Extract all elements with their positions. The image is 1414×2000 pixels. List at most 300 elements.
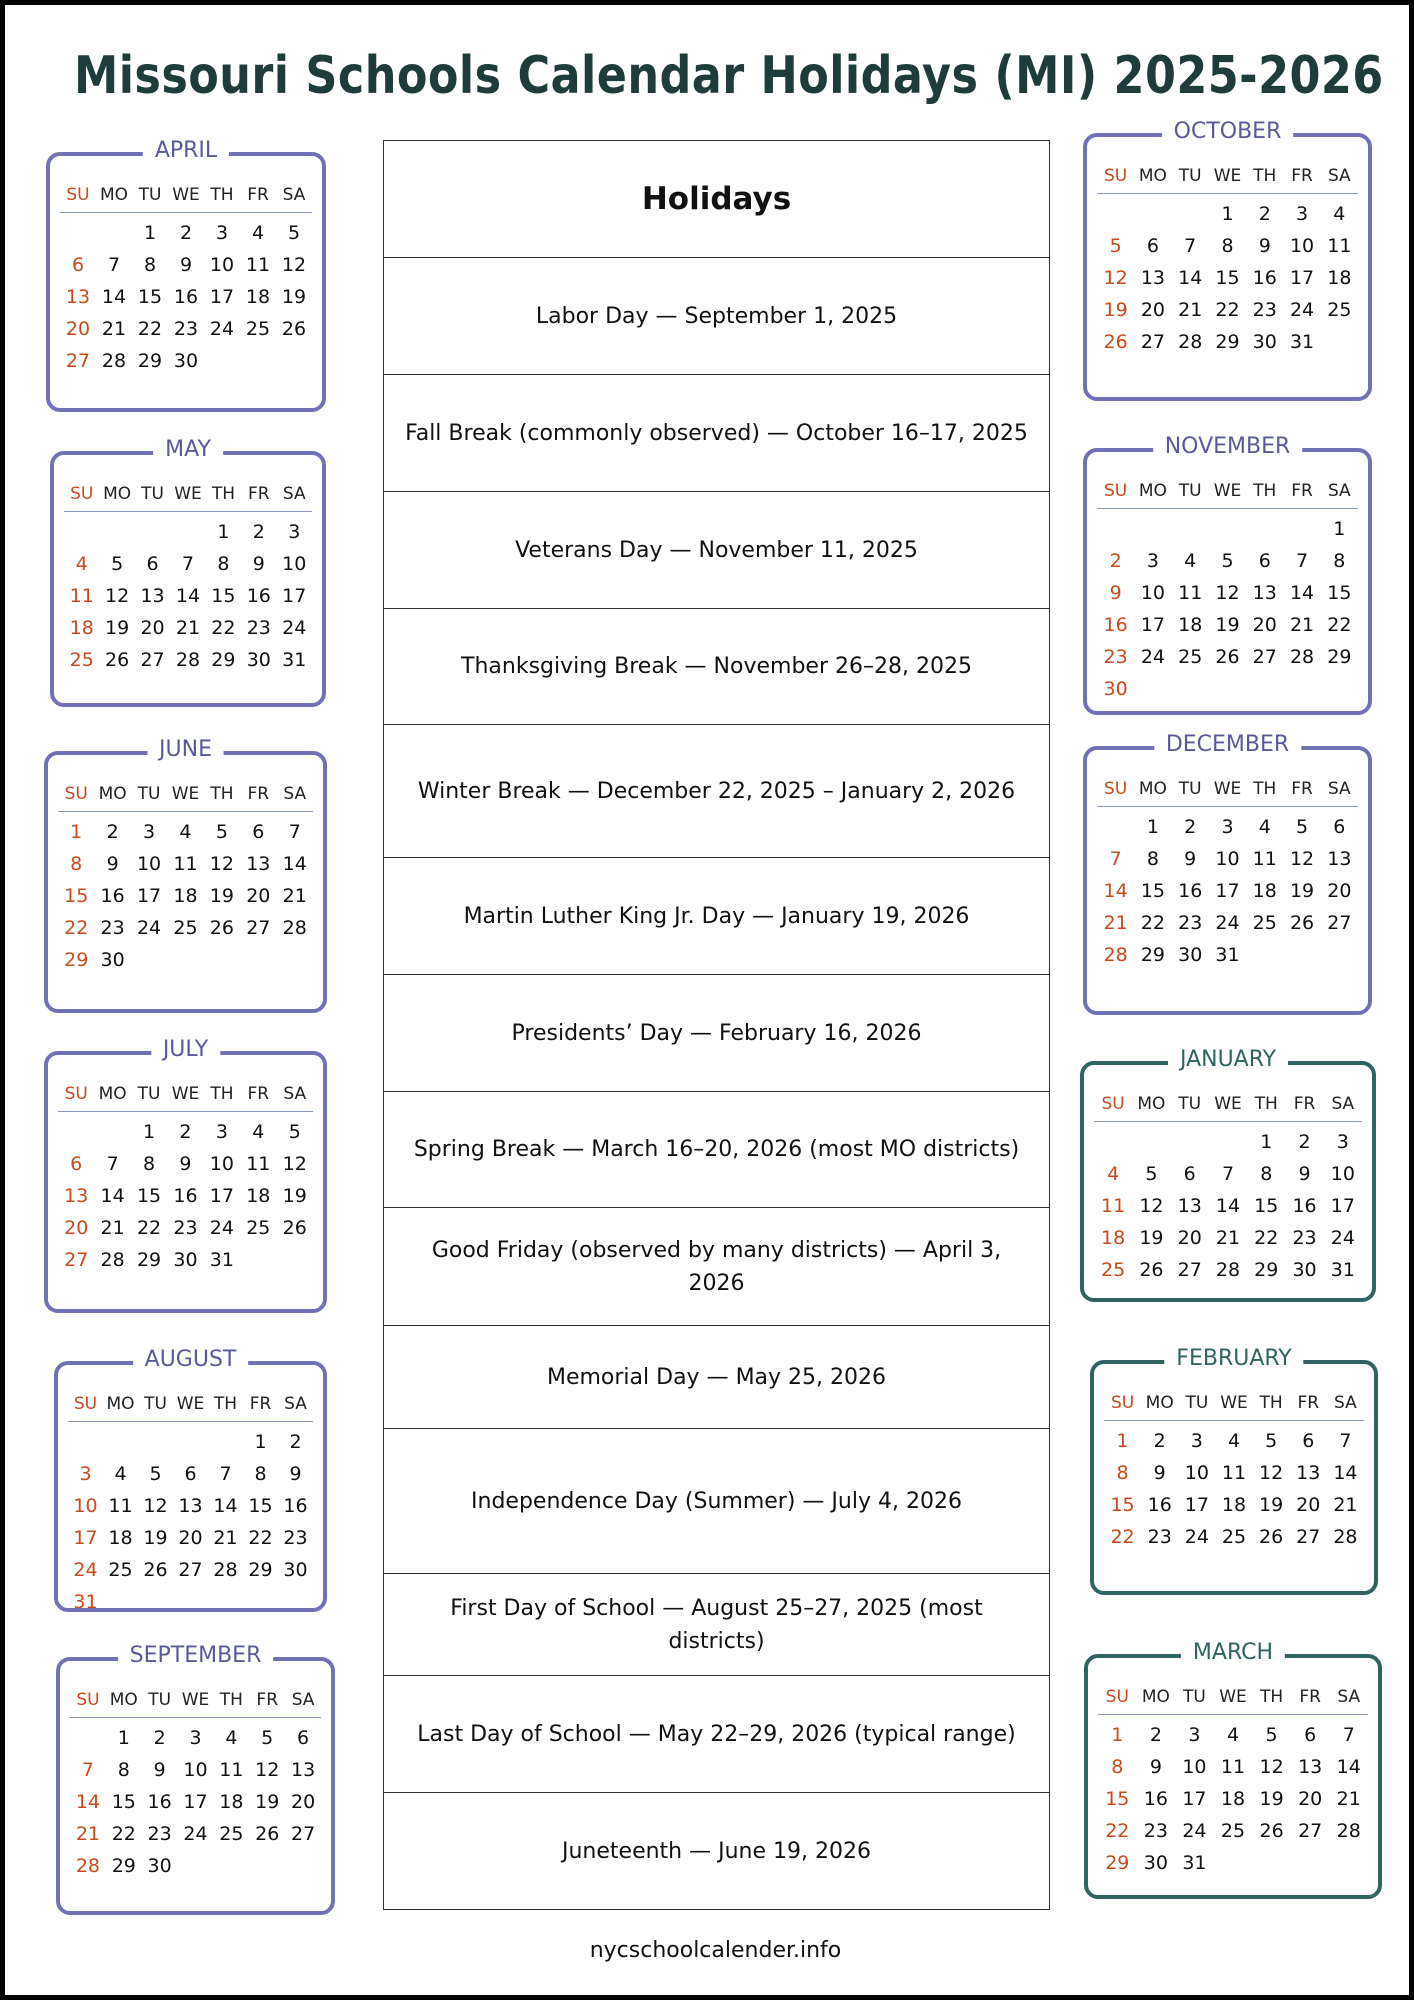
weekday-header bbox=[1104, 1386, 1364, 1421]
day-number: 26 bbox=[1259, 1526, 1284, 1548]
week-row bbox=[1097, 230, 1358, 262]
week-row bbox=[70, 1850, 321, 1882]
day-number: 4 bbox=[1258, 816, 1271, 838]
weekday-label: TU bbox=[1185, 1393, 1209, 1413]
day-number: 11 bbox=[173, 853, 198, 875]
week-row bbox=[60, 217, 312, 249]
weekday-label: SU bbox=[1104, 779, 1128, 799]
day-number: 9 bbox=[1149, 1756, 1162, 1778]
weekday-label: SU bbox=[1104, 166, 1128, 186]
day-number: 22 bbox=[1327, 614, 1352, 636]
week-row bbox=[64, 548, 312, 580]
day-number: 15 bbox=[1215, 267, 1240, 289]
day-number: 14 bbox=[213, 1495, 238, 1517]
day-number: 2 bbox=[1298, 1131, 1311, 1153]
day-number: 15 bbox=[1254, 1195, 1279, 1217]
holiday-row: Last Day of School — May 22–29, 2026 (typical range) bbox=[384, 1676, 1049, 1793]
day-number: 12 bbox=[255, 1759, 280, 1781]
day-number: 20 bbox=[1140, 299, 1166, 321]
day-number: 14 bbox=[1178, 267, 1203, 289]
day-number: 30 bbox=[246, 649, 271, 671]
day-number: 27 bbox=[1296, 1526, 1321, 1548]
day-number: 4 bbox=[1333, 203, 1346, 225]
weekday-label: SA bbox=[1327, 166, 1351, 186]
day-number: 3 bbox=[1221, 816, 1234, 838]
day-number: 3 bbox=[215, 1121, 228, 1143]
day-number: 22 bbox=[1105, 1820, 1130, 1842]
weekday-label: SA bbox=[282, 185, 306, 205]
weekday-label: TH bbox=[211, 484, 235, 504]
day-number: 27 bbox=[178, 1559, 203, 1581]
calendar-june bbox=[44, 737, 327, 1013]
weekday-label: SU bbox=[70, 484, 94, 504]
weekday-label: SU bbox=[64, 1084, 88, 1104]
weekday-label: WE bbox=[1213, 481, 1242, 501]
day-number: 27 bbox=[1327, 912, 1352, 934]
day-number: 22 bbox=[248, 1527, 273, 1549]
day-number: 5 bbox=[288, 1121, 301, 1143]
day-number: 18 bbox=[1327, 267, 1352, 289]
day-number: 25 bbox=[246, 1217, 271, 1239]
day-number: 16 bbox=[246, 585, 271, 607]
weekday-header bbox=[64, 477, 312, 512]
day-number: 28 bbox=[1333, 1526, 1358, 1548]
weekday-label: WE bbox=[171, 1084, 200, 1104]
day-number: 18 bbox=[245, 286, 271, 308]
day-number: 3 bbox=[288, 521, 301, 543]
day-number: 9 bbox=[1258, 235, 1271, 257]
weekday-label: SU bbox=[1110, 1393, 1135, 1413]
week-row bbox=[1097, 673, 1358, 705]
day-number: 16 bbox=[283, 1495, 308, 1517]
day-number: 15 bbox=[1110, 1494, 1135, 1516]
week-row bbox=[1098, 1751, 1368, 1783]
week-row bbox=[60, 313, 312, 345]
day-number: 15 bbox=[137, 286, 163, 308]
month-grid bbox=[58, 777, 313, 976]
day-number: 10 bbox=[1289, 235, 1315, 257]
weekday-label: SU bbox=[1101, 1094, 1125, 1114]
day-number: 11 bbox=[219, 1759, 244, 1781]
day-number: 6 bbox=[1146, 235, 1159, 257]
week-row bbox=[1097, 843, 1358, 875]
day-number: 22 bbox=[1140, 912, 1166, 934]
day-number: 15 bbox=[248, 1495, 273, 1517]
month-grid bbox=[70, 1683, 321, 1882]
week-row bbox=[1097, 939, 1358, 971]
day-number: 21 bbox=[101, 318, 127, 340]
day-number: 9 bbox=[106, 853, 119, 875]
weekday-label: TU bbox=[1178, 779, 1202, 799]
week-row bbox=[1097, 545, 1358, 577]
week-row bbox=[1098, 1783, 1368, 1815]
day-number: 31 bbox=[1289, 331, 1315, 353]
weekday-label: TH bbox=[1253, 481, 1277, 501]
day-number: 10 bbox=[209, 254, 235, 276]
weekday-label: TU bbox=[138, 185, 162, 205]
day-number: 18 bbox=[173, 885, 198, 907]
day-number: 21 bbox=[1336, 1788, 1361, 1810]
day-number: 4 bbox=[1227, 1430, 1241, 1452]
weekday-label: MO bbox=[98, 1084, 127, 1104]
weekday-label: MO bbox=[98, 784, 127, 804]
day-number: 22 bbox=[1110, 1526, 1135, 1548]
day-number: 30 bbox=[100, 949, 125, 971]
weekday-label: TH bbox=[1254, 1094, 1278, 1114]
day-number: 10 bbox=[282, 553, 307, 575]
day-number: 7 bbox=[181, 553, 195, 575]
weekday-label: TH bbox=[210, 185, 234, 205]
month-name: DECEMBER bbox=[1154, 732, 1301, 757]
weekday-label: SU bbox=[1105, 1687, 1129, 1707]
day-number: 7 bbox=[1342, 1724, 1355, 1746]
weekday-header bbox=[58, 777, 313, 812]
day-number: 13 bbox=[1140, 267, 1166, 289]
weekday-label: SU bbox=[76, 1690, 100, 1710]
day-number: 29 bbox=[1254, 1259, 1279, 1281]
weekday-label: SU bbox=[1104, 481, 1128, 501]
day-number: 15 bbox=[211, 585, 236, 607]
calendar-may bbox=[50, 437, 326, 707]
day-number: 10 bbox=[1330, 1163, 1355, 1185]
day-number: 27 bbox=[246, 917, 271, 939]
day-number: 30 bbox=[283, 1559, 308, 1581]
day-number: 17 bbox=[282, 585, 307, 607]
day-number: 9 bbox=[1153, 1462, 1166, 1484]
day-number: 24 bbox=[1215, 912, 1240, 934]
week-row bbox=[1097, 907, 1358, 939]
day-number: 14 bbox=[1336, 1756, 1361, 1778]
day-number: 29 bbox=[1215, 331, 1240, 353]
day-number: 7 bbox=[1339, 1430, 1352, 1452]
day-number: 14 bbox=[100, 1185, 125, 1207]
day-number: 31 bbox=[282, 649, 307, 671]
week-row bbox=[1098, 1719, 1368, 1751]
day-number: 2 bbox=[153, 1727, 166, 1749]
weekday-label: WE bbox=[1220, 1393, 1248, 1413]
holiday-row: Fall Break (commonly observed) — October 16–17, 2025 bbox=[384, 375, 1049, 492]
weekday-label: FR bbox=[1291, 779, 1313, 799]
week-row bbox=[1097, 513, 1358, 545]
day-number: 11 bbox=[1252, 848, 1277, 870]
day-number: 8 bbox=[143, 254, 157, 276]
month-grid bbox=[1094, 1087, 1362, 1286]
day-number: 20 bbox=[140, 617, 165, 639]
day-number: 5 bbox=[261, 1727, 274, 1749]
month-name: MAY bbox=[153, 437, 223, 462]
day-number: 14 bbox=[101, 286, 127, 308]
month-grid bbox=[1097, 159, 1358, 358]
weekday-label: FR bbox=[256, 1690, 279, 1710]
weekday-label: MO bbox=[1138, 166, 1167, 186]
week-row bbox=[1094, 1222, 1362, 1254]
weekday-label: TH bbox=[219, 1690, 243, 1710]
day-number: 23 bbox=[283, 1527, 308, 1549]
day-number: 13 bbox=[1252, 582, 1277, 604]
day-number: 13 bbox=[1296, 1462, 1321, 1484]
day-number: 6 bbox=[70, 1153, 83, 1175]
week-row bbox=[1097, 262, 1358, 294]
day-number: 2 bbox=[179, 222, 193, 244]
footer-site: nycschoolcalender.info bbox=[589, 1938, 842, 1963]
month-grid bbox=[68, 1387, 313, 1618]
day-number: 25 bbox=[69, 649, 94, 671]
day-number: 21 bbox=[1178, 299, 1203, 321]
day-number: 1 bbox=[1221, 203, 1234, 225]
day-number: 25 bbox=[108, 1559, 133, 1581]
holiday-row: Martin Luther King Jr. Day — January 19, 2026 bbox=[384, 858, 1049, 975]
weekday-label: FR bbox=[1299, 1687, 1321, 1707]
day-number: 22 bbox=[1215, 299, 1240, 321]
day-number: 12 bbox=[1259, 1756, 1284, 1778]
day-number: 8 bbox=[254, 1463, 267, 1485]
day-number: 24 bbox=[1140, 646, 1166, 668]
day-number: 19 bbox=[1215, 614, 1240, 636]
day-number: 16 bbox=[173, 286, 199, 308]
holiday-row: Veterans Day — November 11, 2025 bbox=[384, 492, 1049, 609]
day-number: 2 bbox=[1149, 1724, 1162, 1746]
day-number: 4 bbox=[179, 821, 192, 843]
day-number: 21 bbox=[1289, 614, 1315, 636]
day-number: 20 bbox=[246, 885, 271, 907]
day-number: 26 bbox=[143, 1559, 168, 1581]
week-row bbox=[1097, 641, 1358, 673]
day-number: 26 bbox=[209, 917, 234, 939]
holidays-table bbox=[383, 140, 1050, 1910]
day-number: 9 bbox=[1298, 1163, 1311, 1185]
day-number: 18 bbox=[1252, 880, 1277, 902]
day-number: 7 bbox=[107, 254, 121, 276]
day-number: 6 bbox=[252, 821, 265, 843]
day-number: 14 bbox=[1333, 1462, 1358, 1484]
day-number: 16 bbox=[1143, 1788, 1168, 1810]
day-number: 3 bbox=[1336, 1131, 1349, 1153]
day-number: 25 bbox=[219, 1823, 244, 1845]
weekday-label: TH bbox=[210, 1084, 234, 1104]
day-number: 27 bbox=[1140, 331, 1166, 353]
weekday-label: TU bbox=[1178, 1094, 1202, 1114]
day-number: 14 bbox=[1103, 880, 1128, 902]
day-number: 28 bbox=[1289, 646, 1315, 668]
day-number: 1 bbox=[1146, 816, 1159, 838]
weekday-label: SA bbox=[1327, 481, 1351, 501]
day-number: 28 bbox=[213, 1559, 238, 1581]
week-row bbox=[58, 1180, 313, 1212]
day-number: 17 bbox=[73, 1527, 98, 1549]
weekday-label: SA bbox=[283, 1084, 307, 1104]
day-number: 14 bbox=[175, 585, 201, 607]
day-number: 23 bbox=[1103, 646, 1128, 668]
day-number: 12 bbox=[1139, 1195, 1164, 1217]
day-number: 13 bbox=[1177, 1195, 1202, 1217]
day-number: 23 bbox=[246, 617, 271, 639]
month-grid bbox=[60, 178, 312, 377]
day-number: 19 bbox=[143, 1527, 168, 1549]
day-number: 28 bbox=[1336, 1820, 1361, 1842]
day-number: 3 bbox=[1190, 1430, 1203, 1452]
weekday-label: WE bbox=[181, 1690, 210, 1710]
weekday-label: TU bbox=[137, 784, 161, 804]
day-number: 27 bbox=[1252, 646, 1277, 668]
day-number: 24 bbox=[282, 617, 307, 639]
day-number: 8 bbox=[1146, 848, 1159, 870]
day-number: 16 bbox=[173, 1185, 198, 1207]
day-number: 18 bbox=[1221, 1494, 1247, 1516]
day-number: 5 bbox=[1221, 550, 1234, 572]
day-number: 11 bbox=[1178, 582, 1203, 604]
weekday-header bbox=[1094, 1087, 1362, 1122]
day-number: 2 bbox=[252, 521, 265, 543]
day-number: 25 bbox=[1178, 646, 1203, 668]
day-number: 3 bbox=[79, 1463, 92, 1485]
week-row bbox=[64, 516, 312, 548]
week-row bbox=[1097, 294, 1358, 326]
week-row bbox=[1097, 875, 1358, 907]
day-number: 16 bbox=[1147, 1494, 1172, 1516]
week-row bbox=[68, 1554, 313, 1586]
day-number: 8 bbox=[1260, 1163, 1273, 1185]
day-number: 6 bbox=[71, 254, 85, 276]
weekday-label: SU bbox=[64, 784, 88, 804]
day-number: 2 bbox=[106, 821, 119, 843]
day-number: 18 bbox=[1178, 614, 1203, 636]
holiday-row: First Day of School — August 25–27, 2025 (most districts) bbox=[384, 1574, 1049, 1676]
weekday-label: WE bbox=[1214, 1094, 1242, 1114]
holidays-header: Holidays bbox=[384, 141, 1049, 258]
day-number: 5 bbox=[287, 222, 301, 244]
day-number: 23 bbox=[173, 318, 199, 340]
weekday-label: WE bbox=[172, 185, 200, 205]
day-number: 4 bbox=[75, 553, 88, 575]
week-row bbox=[58, 912, 313, 944]
day-number: 9 bbox=[1184, 848, 1197, 870]
week-row bbox=[1094, 1190, 1362, 1222]
weekday-header bbox=[1098, 1680, 1368, 1715]
day-number: 25 bbox=[1221, 1526, 1247, 1548]
day-number: 15 bbox=[1140, 880, 1166, 902]
day-number: 14 bbox=[282, 853, 307, 875]
day-number: 15 bbox=[1327, 582, 1352, 604]
day-number: 29 bbox=[1327, 646, 1352, 668]
day-number: 22 bbox=[1254, 1227, 1279, 1249]
day-number: 17 bbox=[1215, 880, 1240, 902]
weekday-label: TU bbox=[1178, 481, 1202, 501]
day-number: 19 bbox=[1139, 1227, 1164, 1249]
day-number: 12 bbox=[209, 853, 234, 875]
day-number: 16 bbox=[1178, 880, 1203, 902]
day-number: 14 bbox=[75, 1791, 101, 1813]
day-number: 20 bbox=[64, 1217, 89, 1239]
weekday-label: SA bbox=[1334, 1393, 1357, 1413]
weekday-label: SU bbox=[66, 185, 90, 205]
month-grid bbox=[58, 1077, 313, 1276]
day-number: 28 bbox=[282, 917, 307, 939]
weekday-label: SA bbox=[284, 1394, 307, 1414]
holiday-row: Winter Break — December 22, 2025 – January 2, 2026 bbox=[384, 725, 1049, 858]
calendar-august bbox=[54, 1347, 327, 1613]
holiday-row: Spring Break — March 16–20, 2026 (most MO districts) bbox=[384, 1092, 1049, 1208]
weekday-label: WE bbox=[171, 784, 200, 804]
day-number: 18 bbox=[219, 1791, 244, 1813]
day-number: 31 bbox=[1215, 944, 1240, 966]
day-number: 19 bbox=[282, 1185, 307, 1207]
day-number: 27 bbox=[65, 350, 91, 372]
day-number: 11 bbox=[245, 254, 271, 276]
weekday-label: FR bbox=[1293, 1094, 1316, 1114]
day-number: 17 bbox=[1182, 1788, 1207, 1810]
day-number: 17 bbox=[183, 1791, 208, 1813]
weekday-header bbox=[70, 1683, 321, 1718]
day-number: 15 bbox=[64, 885, 89, 907]
weekday-label: MO bbox=[1141, 1687, 1170, 1707]
weekday-label: SA bbox=[1327, 779, 1351, 799]
week-row bbox=[1104, 1425, 1364, 1457]
day-number: 29 bbox=[211, 649, 236, 671]
week-row bbox=[58, 1116, 313, 1148]
day-number: 5 bbox=[1296, 816, 1309, 838]
day-number: 24 bbox=[183, 1823, 208, 1845]
week-row bbox=[70, 1786, 321, 1818]
day-number: 8 bbox=[1111, 1756, 1124, 1778]
day-number: 13 bbox=[64, 1185, 89, 1207]
calendar-december bbox=[1083, 732, 1372, 1015]
month-name: SEPTEMBER bbox=[118, 1643, 274, 1668]
weekday-label: SU bbox=[73, 1394, 98, 1414]
day-number: 11 bbox=[1101, 1195, 1126, 1217]
week-row bbox=[68, 1586, 313, 1618]
day-number: 29 bbox=[111, 1855, 136, 1877]
day-number: 27 bbox=[64, 1249, 89, 1271]
day-number: 24 bbox=[209, 318, 235, 340]
month-grid bbox=[1098, 1680, 1368, 1879]
day-number: 15 bbox=[1105, 1788, 1130, 1810]
day-number: 10 bbox=[73, 1495, 98, 1517]
day-number: 11 bbox=[1327, 235, 1352, 257]
day-number: 10 bbox=[1215, 848, 1240, 870]
week-row bbox=[68, 1522, 313, 1554]
day-number: 20 bbox=[1327, 880, 1352, 902]
day-number: 7 bbox=[288, 821, 301, 843]
day-number: 1 bbox=[1260, 1131, 1273, 1153]
day-number: 7 bbox=[1296, 550, 1309, 572]
day-number: 2 bbox=[289, 1431, 302, 1453]
day-number: 14 bbox=[1289, 582, 1315, 604]
day-number: 4 bbox=[251, 222, 265, 244]
day-number: 3 bbox=[189, 1727, 202, 1749]
day-number: 25 bbox=[245, 318, 271, 340]
month-name: MARCH bbox=[1181, 1640, 1285, 1665]
day-number: 2 bbox=[1258, 203, 1271, 225]
week-row bbox=[58, 1212, 313, 1244]
weekday-label: FR bbox=[247, 185, 269, 205]
day-number: 7 bbox=[1109, 848, 1122, 870]
day-number: 7 bbox=[106, 1153, 119, 1175]
day-number: 4 bbox=[1107, 1163, 1120, 1185]
day-number: 4 bbox=[1226, 1724, 1240, 1746]
day-number: 5 bbox=[149, 1463, 162, 1485]
day-number: 16 bbox=[1103, 614, 1128, 636]
day-number: 1 bbox=[70, 821, 83, 843]
weekday-label: WE bbox=[1213, 779, 1242, 799]
weekday-label: WE bbox=[174, 484, 202, 504]
day-number: 28 bbox=[1215, 1259, 1241, 1281]
week-row bbox=[58, 880, 313, 912]
week-row bbox=[1094, 1126, 1362, 1158]
day-number: 25 bbox=[1327, 299, 1352, 321]
weekday-label: TU bbox=[1183, 1687, 1206, 1707]
week-row bbox=[68, 1458, 313, 1490]
day-number: 17 bbox=[136, 885, 162, 907]
